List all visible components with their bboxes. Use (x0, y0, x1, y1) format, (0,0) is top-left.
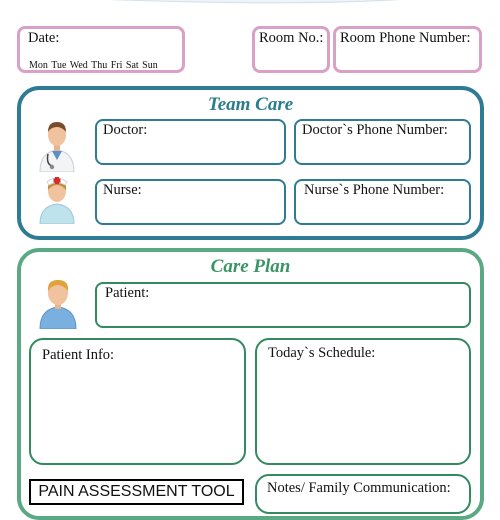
notes-field[interactable] (255, 474, 471, 514)
pain-assessment-tool[interactable] (29, 479, 244, 505)
patient-info-label: Patient Info: (42, 347, 115, 363)
room-phone-label: Room Phone Number: (340, 30, 471, 46)
room-number-field[interactable] (252, 26, 330, 73)
header-wave-decoration (0, 0, 500, 8)
nurse-name-field[interactable] (95, 179, 286, 225)
nurse-label: Nurse: (103, 182, 142, 198)
patient-name-field[interactable] (95, 282, 471, 328)
care-plan-title: Care Plan (210, 256, 291, 277)
room-phone-field[interactable] (333, 26, 482, 73)
room-number-label: Room No.: (259, 30, 324, 46)
date-field[interactable] (17, 26, 185, 73)
todays-schedule-label: Today`s Schedule: (268, 345, 376, 361)
nurse-icon (34, 174, 80, 224)
nurse-phone-field[interactable] (294, 179, 471, 225)
doctor-icon (34, 118, 80, 172)
team-care-title: Team Care (207, 94, 294, 115)
patient-info-field[interactable] (29, 338, 246, 465)
notes-label: Notes/ Family Communication: (267, 480, 451, 496)
doctor-phone-label: Doctor`s Phone Number: (302, 122, 448, 138)
pain-assessment-label: PAIN ASSESSMENT TOOL (38, 483, 235, 500)
weekday-selector[interactable]: Mon Tue Wed Thu Fri Sat Sun (29, 60, 158, 71)
todays-schedule-field[interactable] (255, 338, 471, 465)
nurse-phone-label: Nurse`s Phone Number: (304, 182, 445, 198)
doctor-name-field[interactable] (95, 119, 286, 165)
patient-icon (36, 277, 80, 329)
doctor-label: Doctor: (103, 122, 148, 138)
patient-label: Patient: (105, 285, 150, 301)
date-label: Date: (28, 30, 60, 46)
doctor-phone-field[interactable] (294, 119, 471, 165)
